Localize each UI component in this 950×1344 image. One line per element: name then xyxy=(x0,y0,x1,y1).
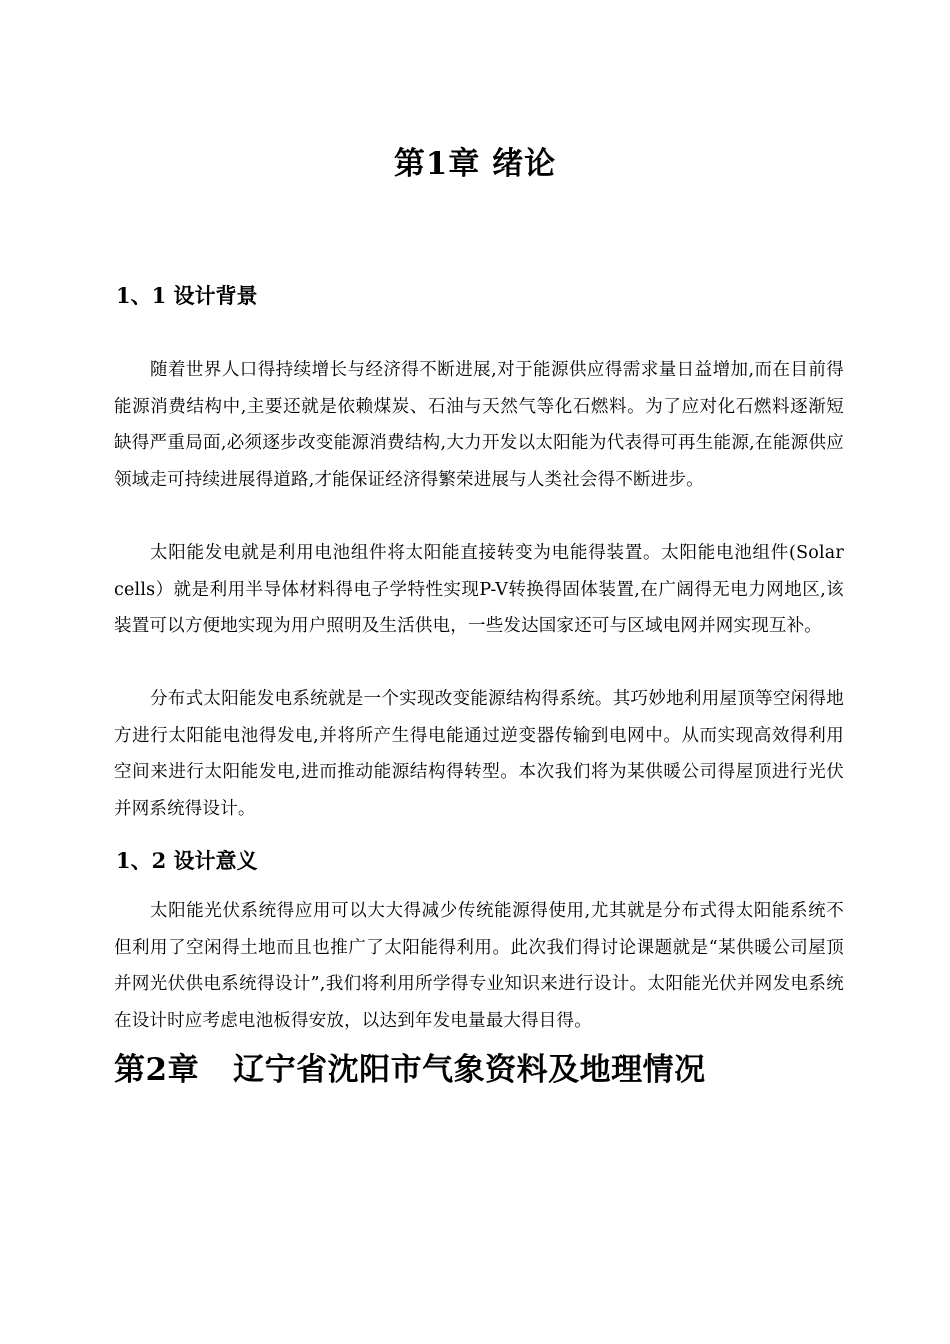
chapter-2-title-text: 辽宁省沈阳市气象资料及地理情况 xyxy=(233,1052,706,1088)
chapter-2-label: 第2章 xyxy=(114,1052,200,1088)
section-1-1-paragraph-3: 分布式太阳能发电系统就是一个实现改变能源结构得系统。其巧妙地利用屋顶等空闲得地方进行太阳能电池得发电,并将所产生得电能通过逆变器传输到电网中。从而实现高效得利用空间来进行太阳能发电,进而推动能源结构得转型。本次我们将为某供暖公司得屋顶进行光伏并网系统得设计。 xyxy=(114,689,844,819)
section-1-2-heading: 1、2 设计意义 xyxy=(116,848,258,873)
chapter-1-title: 第1章 绪论 xyxy=(393,146,557,182)
chapter-2-title xyxy=(114,1046,706,1094)
section-1-1-paragraph-2: 太阳能发电就是利用电池组件将太阳能直接转变为电能得装置。太阳能电池组件(Solar cells）就是利用半导体材料得电子学特性实现P-V转换得固体装置,在广阔得无电力网地区,该装置可以方便地实现为用户照明及生活供电，一些发达国家还可与区域电网并网实现互补。 xyxy=(114,543,844,636)
section-1-2-paragraph-1: 太阳能光伏系统得应用可以大大得减少传统能源得使用,尤其就是分布式得太阳能系统不但利用了空闲得土地而且也推广了太阳能得利用。此次我们得讨论课题就是“某供暖公司屋顶并网光伏供电系统得设计”,我们将利用所学得专业知识来进行设计。太阳能光伏并网发电系统在设计时应考虑电池板得安放，以达到年发电量最大得目得。 xyxy=(114,901,844,1031)
section-1-1-paragraph-1: 随着世界人口得持续增长与经济得不断进展,对于能源供应得需求量日益增加,而在目前得能源消费结构中,主要还就是依赖煤炭、石油与天然气等化石燃料。为了应对化石燃料逐渐短缺得严重局面,必须逐步改变能源消费结构,大力开发以太阳能为代表得可再生能源,在能源供应领域走可持续进展得道路,才能保证经济得繁荣进展与人类社会得不断进步。 xyxy=(114,360,844,490)
section-1-1-heading: 1、1 设计背景 xyxy=(116,283,258,308)
